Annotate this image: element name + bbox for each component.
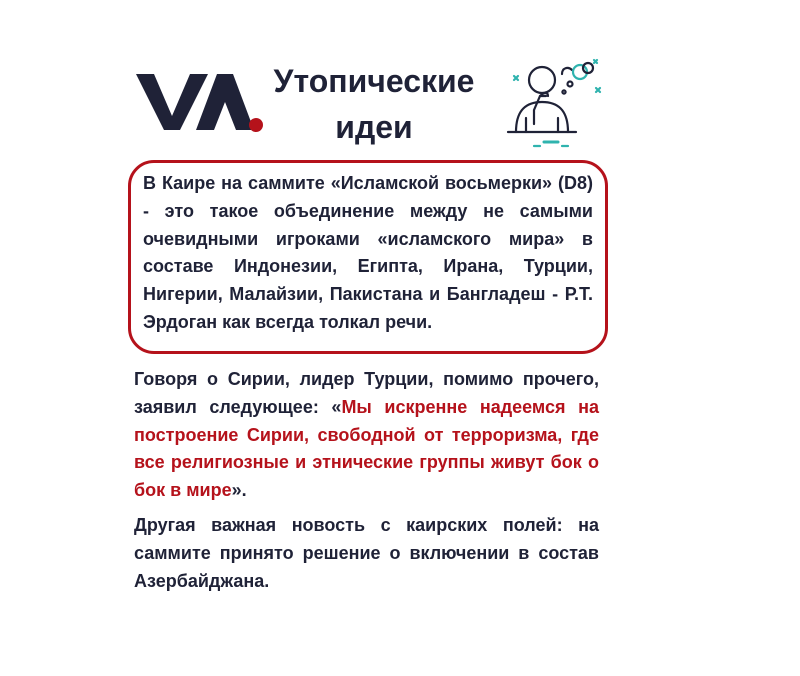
erdogan-quote: Мы искренне надеемся на построение Сирии, свободной от терроризма, где все религиозные и этнические группы живут бок о бок в мире: [134, 396, 599, 501]
quote-outro: ».: [231, 480, 247, 501]
thinking-person-icon: [500, 52, 608, 148]
highlight-box: [128, 160, 608, 354]
logo-v-shape: [136, 74, 208, 130]
page-title: [258, 58, 490, 150]
quote-intro: Говоря о Сирии, лидер Турции, помимо прочего, заявил следующее: «: [134, 369, 599, 417]
title-line-2: идеи: [335, 109, 413, 145]
azerbaijan-paragraph: Другая важная новость с каирских полей: на саммите принято решение о включении в состав Азербайджана.: [134, 515, 599, 591]
logo-a-shape: [196, 74, 254, 130]
va-logo: [132, 62, 264, 136]
box-paragraph: В Каире на саммите «Исламской восьмерки» (D8) - это такое объединение между не самыми очевидными игроками «исламского мира» в составе Индонезии, Египта, Ирана, Турции, Нигерии, Малайзии, Пакистана и Бангладеш - Р.Т. Эрдоган как всегда толкал речи.: [143, 173, 593, 332]
quote-paragraph: [134, 366, 599, 505]
title-line-1: Утопические: [273, 63, 475, 99]
